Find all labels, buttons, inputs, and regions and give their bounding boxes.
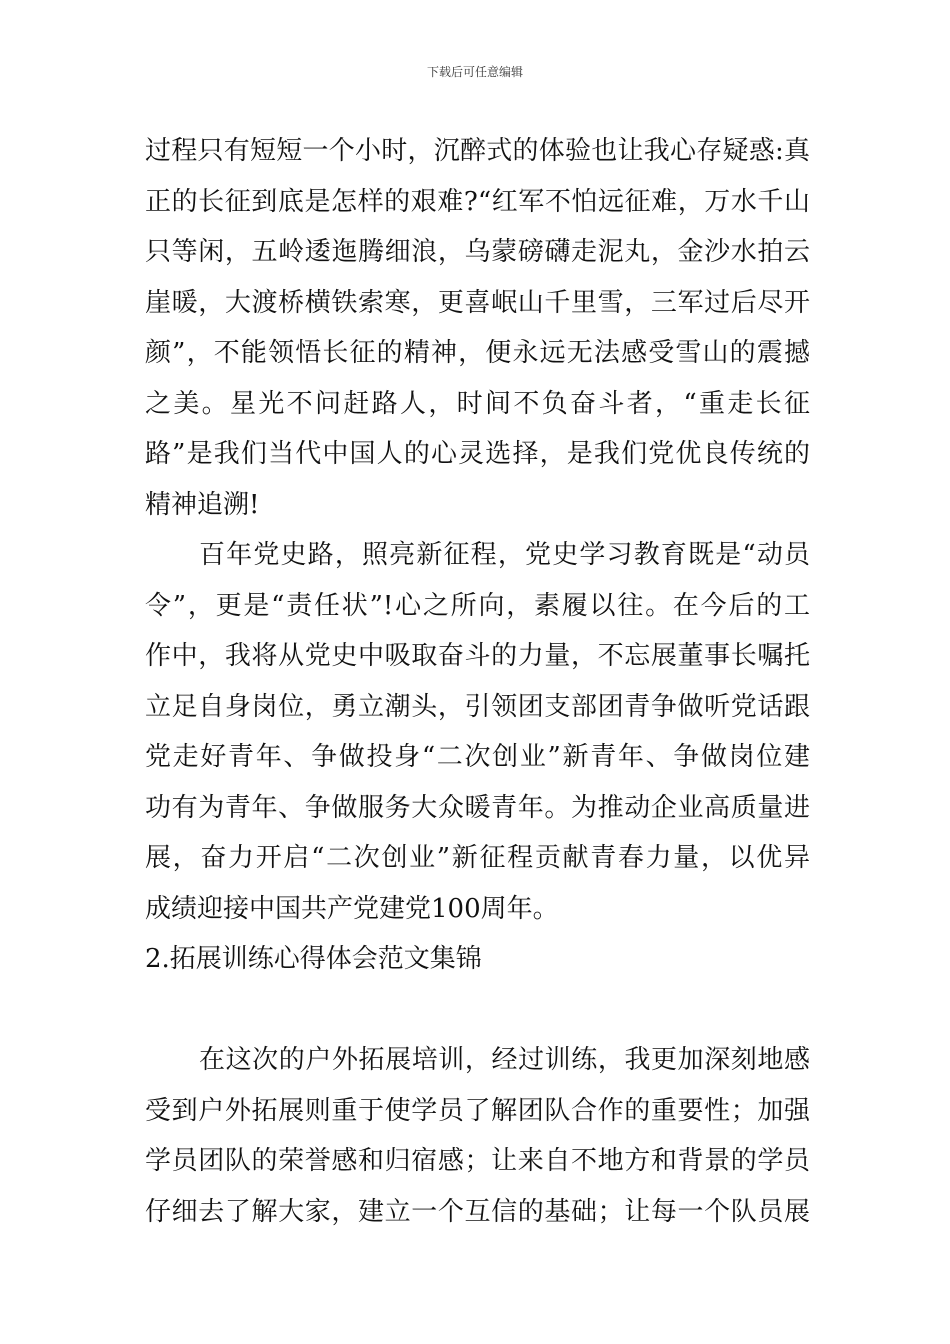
text-line: 令”，更是“责任状”!心之所向，素履以往。在今后的工 (145, 590, 810, 621)
text-line: 党走好青年、争做投身“二次创业”新青年、争做岗位建 (145, 742, 810, 772)
text-line: 路”是我们当代中国人的心灵选择，是我们党优良传统的 (145, 439, 810, 469)
text-line: 受到户外拓展则重于使学员了解团队合作的重要性；加强 (145, 1095, 810, 1126)
text-line: 立足自身岗位，勇立潮头，引领团支部团青争做听党话跟 (145, 691, 810, 722)
text-line: 之美。星光不问赶路人，时间不负奋斗者，“重走长征 (145, 388, 810, 419)
text-line: 功有为青年、争做服务大众暖青年。为推动企业高质量进 (145, 792, 810, 823)
paragraph-3 (145, 1035, 810, 1237)
paragraph-1 (145, 126, 810, 530)
section-heading: 2.拓展训练心得体会范文集锦 (145, 944, 482, 974)
text-line: 成绩迎接中国共产党建党100周年。 (145, 893, 559, 924)
text-line: 百年党史路，照亮新征程，党史学习教育既是“动员 (199, 540, 810, 570)
document-body (145, 126, 810, 1237)
text-line: 颜”，不能领悟长征的精神，便永远无法感受雪山的震撼 (145, 338, 810, 368)
text-line: 正的长征到底是怎样的艰难?“红军不怕远征难，万水千山 (145, 186, 810, 217)
text-line: 作中，我将从党史中吸取奋斗的力量，不忘展董事长嘱托 (145, 641, 810, 671)
text-line: 精神追溯! (145, 489, 260, 520)
page-header: 下载后可任意编辑 (426, 65, 523, 79)
text-line: 崖暖，大渡桥横铁索寒，更喜岷山千里雪，三军过后尽开 (145, 287, 810, 318)
text-line: 过程只有短短一个小时，沉醉式的体验也让我心存疑惑:真 (145, 136, 810, 166)
blank-line (145, 985, 810, 1036)
text-line: 只等闲，五岭逶迤腾细浪，乌蒙磅礴走泥丸，金沙水拍云 (145, 237, 810, 267)
text-line: 仔细去了解大家，建立一个互信的基础；让每一个队员展 (145, 1196, 810, 1227)
paragraph-2 (145, 530, 810, 934)
text-line: 学员团队的荣誉感和归宿感；让来自不地方和背景的学员 (145, 1146, 810, 1176)
text-line: 在这次的户外拓展培训，经过训练，我更加深刻地感 (199, 1045, 810, 1075)
text-line: 展，奋力开启“二次创业”新征程贡献青春力量，以优异 (145, 843, 810, 873)
